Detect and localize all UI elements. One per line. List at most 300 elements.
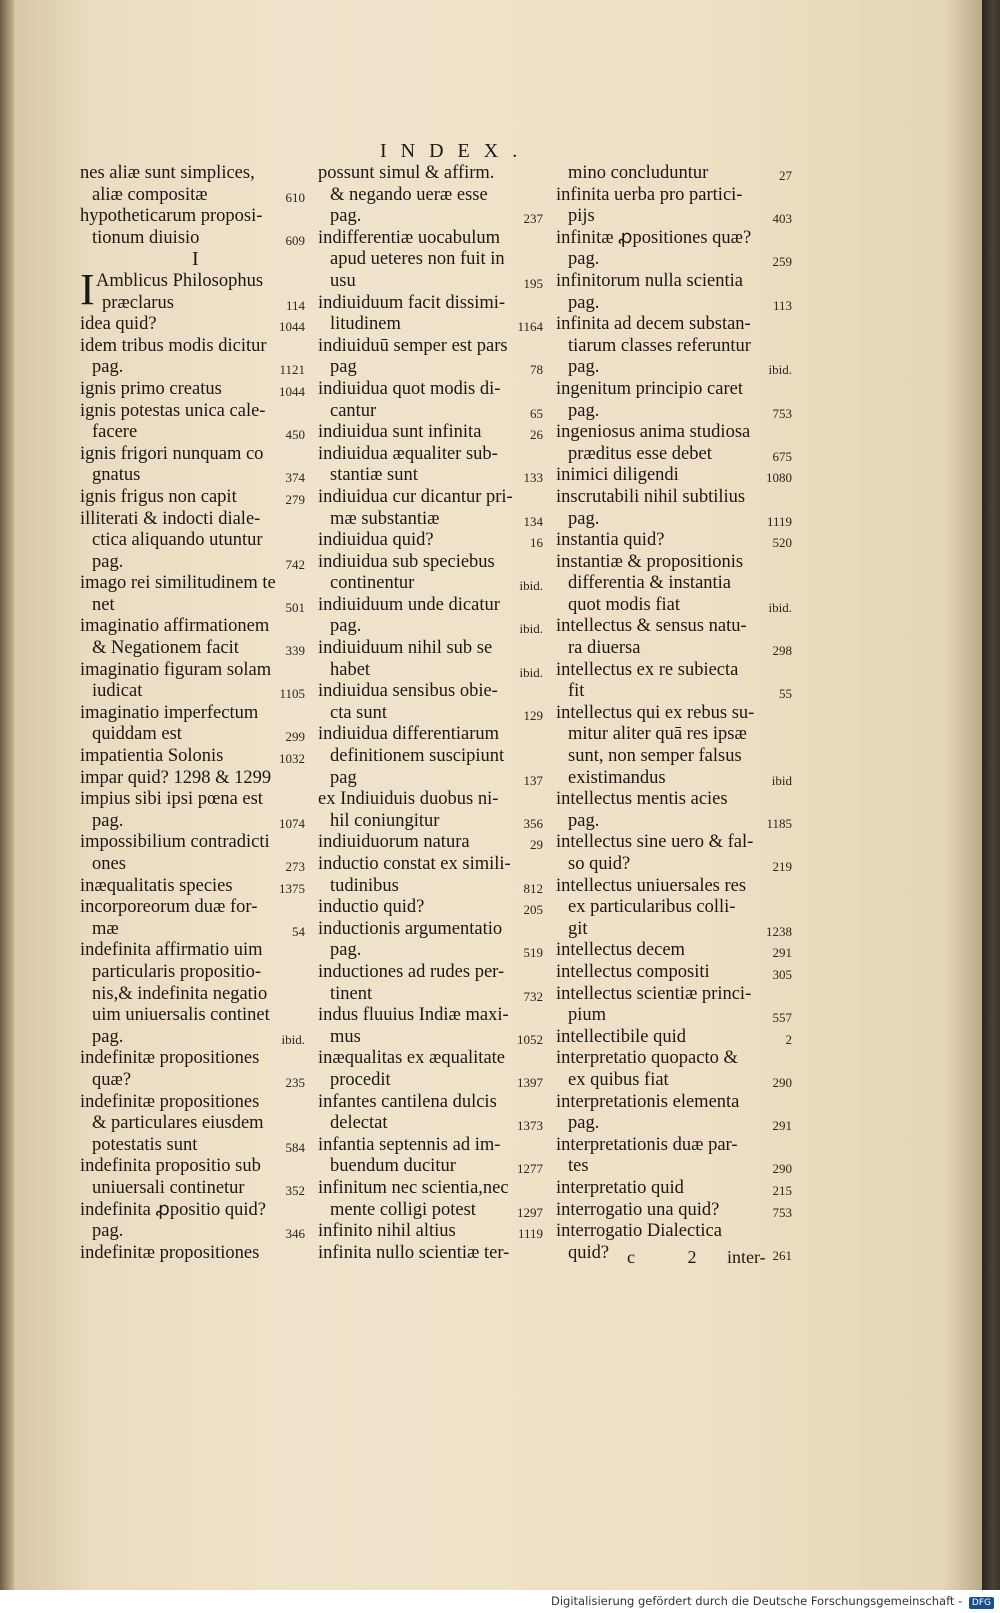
index-entry-line bbox=[556, 832, 792, 854]
index-entry-line bbox=[80, 379, 305, 401]
index-entry-line bbox=[318, 789, 543, 811]
entry-text: ctica aliquando utuntur bbox=[92, 530, 263, 551]
entry-text: quiddam est bbox=[92, 724, 182, 745]
entry-text: potestatis sunt bbox=[92, 1134, 198, 1155]
index-entry-line bbox=[318, 1070, 543, 1092]
entry-text: idea quid? bbox=[80, 314, 157, 335]
index-entry-line bbox=[80, 314, 305, 336]
entry-text: tudinibus bbox=[330, 875, 399, 896]
entry-text: indefinita affirmatio uim bbox=[80, 940, 263, 961]
index-entry-line bbox=[318, 1135, 543, 1157]
entry-text: quæ? bbox=[92, 1069, 132, 1090]
page-reference: 279 bbox=[285, 491, 305, 507]
page-reference: 374 bbox=[285, 470, 305, 486]
index-entry-line bbox=[556, 249, 792, 271]
entry-text: uniuersali continetur bbox=[92, 1177, 245, 1198]
index-entry-line bbox=[80, 552, 305, 574]
index-entry-line bbox=[80, 487, 305, 509]
running-head: INDEX. bbox=[380, 140, 532, 162]
page-reference: 520 bbox=[772, 535, 792, 551]
page-reference: 1044 bbox=[279, 383, 305, 399]
index-entry-line bbox=[318, 1092, 543, 1114]
entry-text: tes bbox=[568, 1156, 589, 1177]
page-reference: 305 bbox=[772, 966, 792, 982]
entry-text: indefinita ꝓpositio quid? bbox=[80, 1199, 266, 1220]
page-reference: 137 bbox=[523, 772, 543, 788]
entry-text: pag. bbox=[568, 357, 600, 378]
page-reference: 298 bbox=[772, 643, 792, 659]
entry-text: tionum diuisio bbox=[92, 227, 200, 248]
page-reference: 219 bbox=[772, 859, 792, 874]
entry-text: continentur bbox=[330, 573, 415, 594]
entry-text: imago rei similitudinem te bbox=[80, 573, 276, 594]
index-entry-line bbox=[80, 1027, 305, 1049]
index-entry-line bbox=[318, 573, 543, 595]
page-reference: 753 bbox=[772, 405, 792, 421]
page-reference: 1080 bbox=[766, 470, 792, 486]
page-reference: 290 bbox=[772, 1161, 792, 1177]
index-entry-line bbox=[556, 228, 792, 250]
index-entry-line bbox=[318, 595, 543, 617]
index-entry-line bbox=[556, 1221, 792, 1243]
entry-text: cantur bbox=[330, 400, 377, 421]
index-entry-line bbox=[318, 249, 543, 271]
index-entry-line bbox=[556, 660, 792, 682]
index-entry-line bbox=[80, 185, 305, 207]
page-reference: 1397 bbox=[517, 1074, 543, 1090]
index-column-3 bbox=[556, 163, 792, 1264]
index-entry-line bbox=[80, 401, 305, 423]
index-entry-line bbox=[318, 984, 543, 1006]
entry-text: uim uniuersalis continet bbox=[92, 1005, 270, 1026]
entry-text: indiuidua sunt infinita bbox=[318, 422, 482, 443]
entry-text: intellectus sine uero & fal- bbox=[556, 832, 754, 853]
index-entry-line bbox=[318, 1005, 543, 1027]
entry-text: indiuiduum unde dicatur bbox=[318, 594, 500, 615]
entry-text: pag. bbox=[92, 810, 124, 831]
entry-text: infinitum nec scientia,nec bbox=[318, 1177, 509, 1198]
entry-text: possunt simul & affirm. bbox=[318, 163, 495, 183]
drop-cap: I bbox=[80, 265, 95, 314]
page-reference: 215 bbox=[772, 1182, 792, 1198]
entry-text: mitur aliter quā res ipsæ bbox=[568, 724, 747, 745]
entry-text: pag. bbox=[568, 1113, 600, 1134]
entry-text: impatientia Solonis bbox=[80, 746, 224, 767]
entry-text: facere bbox=[92, 422, 138, 443]
index-entry-line bbox=[556, 616, 792, 638]
entry-text: incorporeorum duæ for- bbox=[80, 897, 258, 918]
index-entry-line bbox=[556, 1027, 792, 1049]
entry-text: ignis potestas unica cale- bbox=[80, 400, 266, 421]
entry-text: pag. bbox=[92, 551, 124, 572]
index-entry-line bbox=[318, 962, 543, 984]
index-entry-line bbox=[556, 357, 792, 379]
index-entry-line bbox=[80, 724, 305, 746]
page-reference: 1277 bbox=[517, 1161, 543, 1177]
entry-text: particularis propositio- bbox=[92, 961, 262, 982]
index-entry-line bbox=[556, 379, 792, 401]
index-entry-line bbox=[80, 681, 305, 703]
entry-text: indiuiduū semper est pars bbox=[318, 335, 508, 356]
entry-text: inæqualitatis species bbox=[80, 875, 233, 896]
index-entry-line bbox=[318, 271, 543, 293]
index-entry-line bbox=[318, 940, 543, 962]
entry-text: impius sibi ipsi pœna est bbox=[80, 789, 263, 810]
entry-text: intellectus uniuersales res bbox=[556, 875, 747, 896]
index-entry-line bbox=[80, 595, 305, 617]
page-reference: 1185 bbox=[766, 815, 792, 831]
index-entry-line bbox=[80, 616, 305, 638]
entry-text: imaginatio imperfectum bbox=[80, 702, 259, 723]
page-reference: 1119 bbox=[517, 1226, 543, 1242]
page-reference: 584 bbox=[285, 1139, 305, 1155]
index-entry-line bbox=[318, 336, 543, 358]
page-reference: 113 bbox=[772, 297, 792, 313]
index-entry-line bbox=[80, 962, 305, 984]
entry-text: pag. bbox=[568, 249, 600, 270]
page-reference: 1052 bbox=[517, 1031, 543, 1047]
entry-text: intellectus qui ex rebus su- bbox=[556, 702, 755, 723]
entry-text: intellectus mentis acies bbox=[556, 789, 728, 810]
entry-text: interpretatio quopacto & bbox=[556, 1048, 738, 1069]
page-reference: 1032 bbox=[279, 751, 305, 767]
index-entry-line bbox=[80, 228, 305, 250]
entry-text: ingeniosus anima studiosa bbox=[556, 422, 751, 443]
entry-text: imaginatio affirmationem bbox=[80, 616, 270, 637]
page-reference: 129 bbox=[523, 707, 543, 723]
index-entry-line bbox=[318, 616, 543, 638]
entry-text: & Negationem facit bbox=[92, 638, 239, 659]
index-entry-line bbox=[80, 1178, 305, 1200]
entry-text: inductio constat ex simili- bbox=[318, 854, 511, 874]
entry-text: ra diuersa bbox=[568, 638, 641, 659]
page-reference: 1164 bbox=[517, 319, 543, 335]
index-entry-line bbox=[80, 444, 305, 466]
index-entry-line bbox=[318, 422, 543, 444]
entry-text: pag. bbox=[330, 940, 362, 961]
index-entry-line bbox=[318, 876, 543, 898]
entry-text: infinitorum nulla scientia bbox=[556, 270, 744, 291]
entry-text: ingenitum principio caret bbox=[556, 378, 743, 399]
entry-text: Amblicus Philosophus bbox=[96, 270, 264, 291]
entry-text: inductiones ad rudes per- bbox=[318, 961, 505, 982]
index-entry-line bbox=[80, 1113, 305, 1135]
entry-text: ex Indiuiduis duobus ni- bbox=[318, 789, 499, 810]
index-entry-line bbox=[556, 444, 792, 466]
page-reference: 16 bbox=[530, 535, 543, 551]
page-reference: 291 bbox=[772, 945, 792, 961]
entry-text: indiuiduum facit dissimi- bbox=[318, 292, 506, 313]
page-reference: 742 bbox=[285, 556, 305, 572]
index-entry-line bbox=[318, 768, 543, 790]
entry-text: apud ueteres non fuit in bbox=[330, 249, 505, 270]
page-reference: ibid bbox=[771, 772, 792, 788]
page-reference: 501 bbox=[285, 599, 305, 615]
page-reference: 346 bbox=[285, 1226, 305, 1242]
index-entry-line bbox=[556, 811, 792, 833]
entry-text: procedit bbox=[330, 1069, 391, 1090]
page-reference: ibid. bbox=[768, 599, 792, 615]
index-entry-line bbox=[556, 1092, 792, 1114]
entry-text: nis,& indefinita negatio bbox=[92, 983, 268, 1004]
entry-text: stantiæ sunt bbox=[330, 465, 418, 486]
entry-text: inimici diligendi bbox=[556, 465, 679, 486]
index-entry-line bbox=[80, 530, 305, 552]
entry-text: indiuidua sub speciebus bbox=[318, 551, 495, 572]
index-entry-line bbox=[318, 811, 543, 833]
entry-text: nes aliæ sunt simplices, bbox=[80, 163, 255, 183]
index-entry-line bbox=[556, 422, 792, 444]
entry-text: pag. bbox=[568, 292, 600, 313]
page-reference: 557 bbox=[772, 1010, 792, 1026]
entry-text: git bbox=[568, 918, 588, 939]
index-entry-line bbox=[318, 1178, 543, 1200]
index-entry-line bbox=[556, 163, 792, 185]
index-entry-line bbox=[556, 595, 792, 617]
index-entry-line bbox=[80, 897, 305, 919]
index-entry-line bbox=[556, 854, 792, 876]
entry-text: pag. bbox=[568, 508, 600, 529]
entry-text: illiterati & indocti diale- bbox=[80, 508, 261, 529]
page-reference: 205 bbox=[523, 902, 543, 918]
index-entry-line bbox=[80, 638, 305, 660]
page-reference: 27 bbox=[779, 168, 792, 183]
index-entry-line bbox=[556, 271, 792, 293]
entry-text: pag. bbox=[92, 357, 124, 378]
entry-text: litudinem bbox=[330, 314, 401, 335]
page-reference: 339 bbox=[285, 643, 305, 659]
page-reference: 134 bbox=[523, 513, 543, 529]
index-entry-line bbox=[80, 293, 305, 315]
entry-text: & particulares eiusdem bbox=[92, 1113, 264, 1134]
index-entry-line bbox=[556, 681, 792, 703]
entry-text: infantia septennis ad im- bbox=[318, 1134, 501, 1155]
page-reference: 299 bbox=[285, 729, 305, 745]
index-entry-line bbox=[318, 1243, 543, 1265]
entry-text: pag. bbox=[568, 400, 600, 421]
index-entry-line bbox=[556, 573, 792, 595]
index-entry-line bbox=[318, 660, 543, 682]
page-reference: 1238 bbox=[766, 923, 792, 939]
index-entry-line bbox=[556, 746, 792, 768]
index-entry-line bbox=[318, 1200, 543, 1222]
entry-text: intellectus scientiæ princi- bbox=[556, 983, 752, 1004]
index-entry-line bbox=[80, 768, 305, 790]
entry-text: existimandus bbox=[568, 767, 666, 788]
index-entry-line bbox=[556, 1005, 792, 1027]
index-entry-line bbox=[318, 746, 543, 768]
entry-text: indifferentiæ uocabulum bbox=[318, 227, 501, 248]
index-entry-line bbox=[318, 357, 543, 379]
entry-text: infantes cantilena dulcis bbox=[318, 1091, 497, 1112]
index-entry-line bbox=[556, 487, 792, 509]
page-reference: 235 bbox=[285, 1074, 305, 1090]
index-entry-line bbox=[556, 897, 792, 919]
entry-text: indiuiduum nihil sub se bbox=[318, 638, 493, 659]
index-entry-line bbox=[318, 509, 543, 531]
page-reference: 133 bbox=[523, 470, 543, 486]
entry-text: præclarus bbox=[102, 292, 174, 313]
entry-text: hypotheticarum proposi- bbox=[80, 206, 263, 227]
entry-text: aliæ compositæ bbox=[92, 184, 208, 205]
entry-text: I bbox=[192, 248, 199, 271]
page-reference: ibid. bbox=[519, 578, 543, 594]
index-entry-line bbox=[80, 876, 305, 898]
entry-text: intellectibile quid bbox=[556, 1026, 686, 1047]
index-entry-line bbox=[556, 962, 792, 984]
page-reference: 356 bbox=[523, 815, 543, 831]
index-entry-line bbox=[80, 811, 305, 833]
index-entry-line bbox=[80, 746, 305, 768]
book-spine-edge bbox=[0, 0, 14, 1590]
index-entry-line bbox=[318, 465, 543, 487]
index-entry-line bbox=[556, 530, 792, 552]
section-letter bbox=[80, 249, 305, 271]
entry-text: indefinitæ propositiones bbox=[80, 1242, 260, 1263]
page-reference: 29 bbox=[530, 837, 543, 853]
index-entry-line bbox=[318, 379, 543, 401]
index-entry-line bbox=[318, 552, 543, 574]
page-reference: 1121 bbox=[279, 362, 305, 378]
index-entry-line bbox=[318, 1113, 543, 1135]
entry-text: fit bbox=[568, 681, 585, 702]
page-reference: 1074 bbox=[279, 815, 305, 831]
entry-text: hil coniungitur bbox=[330, 810, 440, 831]
entry-text: interrogatio Dialectica bbox=[556, 1221, 722, 1242]
page-reference: 195 bbox=[523, 275, 543, 291]
entry-text: mæ substantiæ bbox=[330, 508, 440, 529]
page-reference: 732 bbox=[523, 988, 543, 1004]
entry-text: pijs bbox=[568, 206, 595, 227]
index-entry-line bbox=[556, 789, 792, 811]
catchword: inter- bbox=[727, 1247, 766, 1267]
entry-text: iudicat bbox=[92, 681, 143, 702]
index-entry-line bbox=[80, 1221, 305, 1243]
index-column-1 bbox=[80, 163, 305, 1264]
entry-text: cta sunt bbox=[330, 702, 388, 723]
dfg-logo: DFG bbox=[969, 1597, 994, 1609]
entry-text: sunt, non semper falsus bbox=[568, 746, 742, 767]
page-reference: 55 bbox=[779, 686, 792, 702]
index-entry-line bbox=[80, 984, 305, 1006]
footer-credit-text: Digitalisierung gefördert durch die Deutsche Forschungsgemeinschaft - bbox=[550, 1594, 963, 1608]
page-reference: 290 bbox=[772, 1074, 792, 1090]
index-entry-line bbox=[556, 314, 792, 336]
page-reference: ibid. bbox=[519, 621, 543, 637]
index-entry-line bbox=[318, 163, 543, 185]
entry-text: indefinitæ propositiones bbox=[80, 1048, 260, 1069]
entry-text: interrogatio una quid? bbox=[556, 1199, 720, 1220]
index-entry-line bbox=[556, 1048, 792, 1070]
page-reference: 352 bbox=[285, 1182, 305, 1198]
entry-text: præditus esse debet bbox=[568, 443, 712, 464]
entry-text: mente colligi potest bbox=[330, 1199, 476, 1220]
index-entry-line bbox=[556, 876, 792, 898]
index-entry-line bbox=[80, 1005, 305, 1027]
index-entry-line bbox=[80, 789, 305, 811]
entry-text: indus fluuius Indiæ maxi- bbox=[318, 1005, 509, 1026]
entry-text: pag bbox=[330, 767, 357, 788]
entry-text: inscrutabili nihil subtilius bbox=[556, 486, 746, 507]
index-entry-line bbox=[318, 1221, 543, 1243]
page-reference: 1297 bbox=[517, 1204, 543, 1220]
entry-text: pag. bbox=[330, 206, 362, 227]
index-entry-line bbox=[318, 206, 543, 228]
index-entry-line bbox=[556, 465, 792, 487]
index-entry-line bbox=[556, 401, 792, 423]
entry-text: inductionis argumentatio bbox=[318, 918, 503, 939]
index-entry-line bbox=[80, 206, 305, 228]
index-entry-line bbox=[80, 357, 305, 379]
index-entry-line bbox=[556, 509, 792, 531]
entry-text: infinitæ ꝓpositiones quæ? bbox=[556, 227, 752, 248]
entry-text: inæqualitas ex æqualitate bbox=[318, 1048, 506, 1069]
index-entry-line bbox=[80, 660, 305, 682]
entry-text: interpretationis duæ par- bbox=[556, 1134, 738, 1155]
entry-text: instantiæ & propositionis bbox=[556, 551, 744, 572]
page-reference: 403 bbox=[772, 211, 792, 227]
entry-text: indefinitæ propositiones bbox=[80, 1091, 260, 1112]
entry-text: infinita nullo scientiæ ter- bbox=[318, 1242, 510, 1263]
entry-text: habet bbox=[330, 659, 371, 680]
index-entry-line bbox=[556, 1178, 792, 1200]
entry-text: pag. bbox=[330, 616, 362, 637]
entry-text: intellectus & sensus natu- bbox=[556, 616, 747, 637]
index-column-2 bbox=[318, 163, 543, 1264]
page-reference: 114 bbox=[285, 297, 305, 313]
entry-text: tinent bbox=[330, 983, 373, 1004]
index-entry-line bbox=[318, 314, 543, 336]
page-reference: 1373 bbox=[517, 1118, 543, 1134]
entry-text: gnatus bbox=[92, 465, 141, 486]
entry-text: pag. bbox=[92, 1221, 124, 1242]
page-reference: ibid. bbox=[519, 664, 543, 680]
page-reference: 1105 bbox=[279, 686, 305, 702]
entry-text: buendum ducitur bbox=[330, 1156, 456, 1177]
index-entry-line bbox=[80, 919, 305, 941]
index-entry-line bbox=[80, 509, 305, 531]
entry-text: pium bbox=[568, 1005, 607, 1026]
index-entry-line bbox=[556, 919, 792, 941]
page-reference: ibid. bbox=[281, 1031, 305, 1047]
index-entry-line bbox=[318, 1027, 543, 1049]
index-entry-line bbox=[80, 1243, 305, 1265]
index-entry-line bbox=[80, 271, 305, 293]
index-entry-line bbox=[318, 401, 543, 423]
index-entry-line bbox=[556, 185, 792, 207]
page-reference: 261 bbox=[772, 1247, 792, 1263]
entry-text: impossibilium contradicti bbox=[80, 832, 270, 853]
page-reference: 273 bbox=[285, 859, 305, 874]
page-reference: 675 bbox=[772, 448, 792, 464]
entry-text: quot modis fiat bbox=[568, 594, 681, 615]
page-reference: 1119 bbox=[766, 513, 792, 529]
page-reference: 610 bbox=[285, 189, 305, 205]
index-entry-line bbox=[318, 228, 543, 250]
index-entry-line bbox=[80, 832, 305, 854]
page-reference: 609 bbox=[285, 232, 305, 248]
index-entry-line bbox=[80, 163, 305, 185]
index-entry-line bbox=[80, 854, 305, 876]
index-entry-line bbox=[556, 768, 792, 790]
index-entry-line bbox=[318, 832, 543, 854]
page-reference: 753 bbox=[772, 1204, 792, 1220]
entry-text: inductio quid? bbox=[318, 897, 425, 918]
page-reference: 237 bbox=[523, 211, 543, 227]
entry-text: net bbox=[92, 594, 115, 615]
entry-text: delectat bbox=[330, 1113, 388, 1134]
entry-text: pag. bbox=[568, 810, 600, 831]
